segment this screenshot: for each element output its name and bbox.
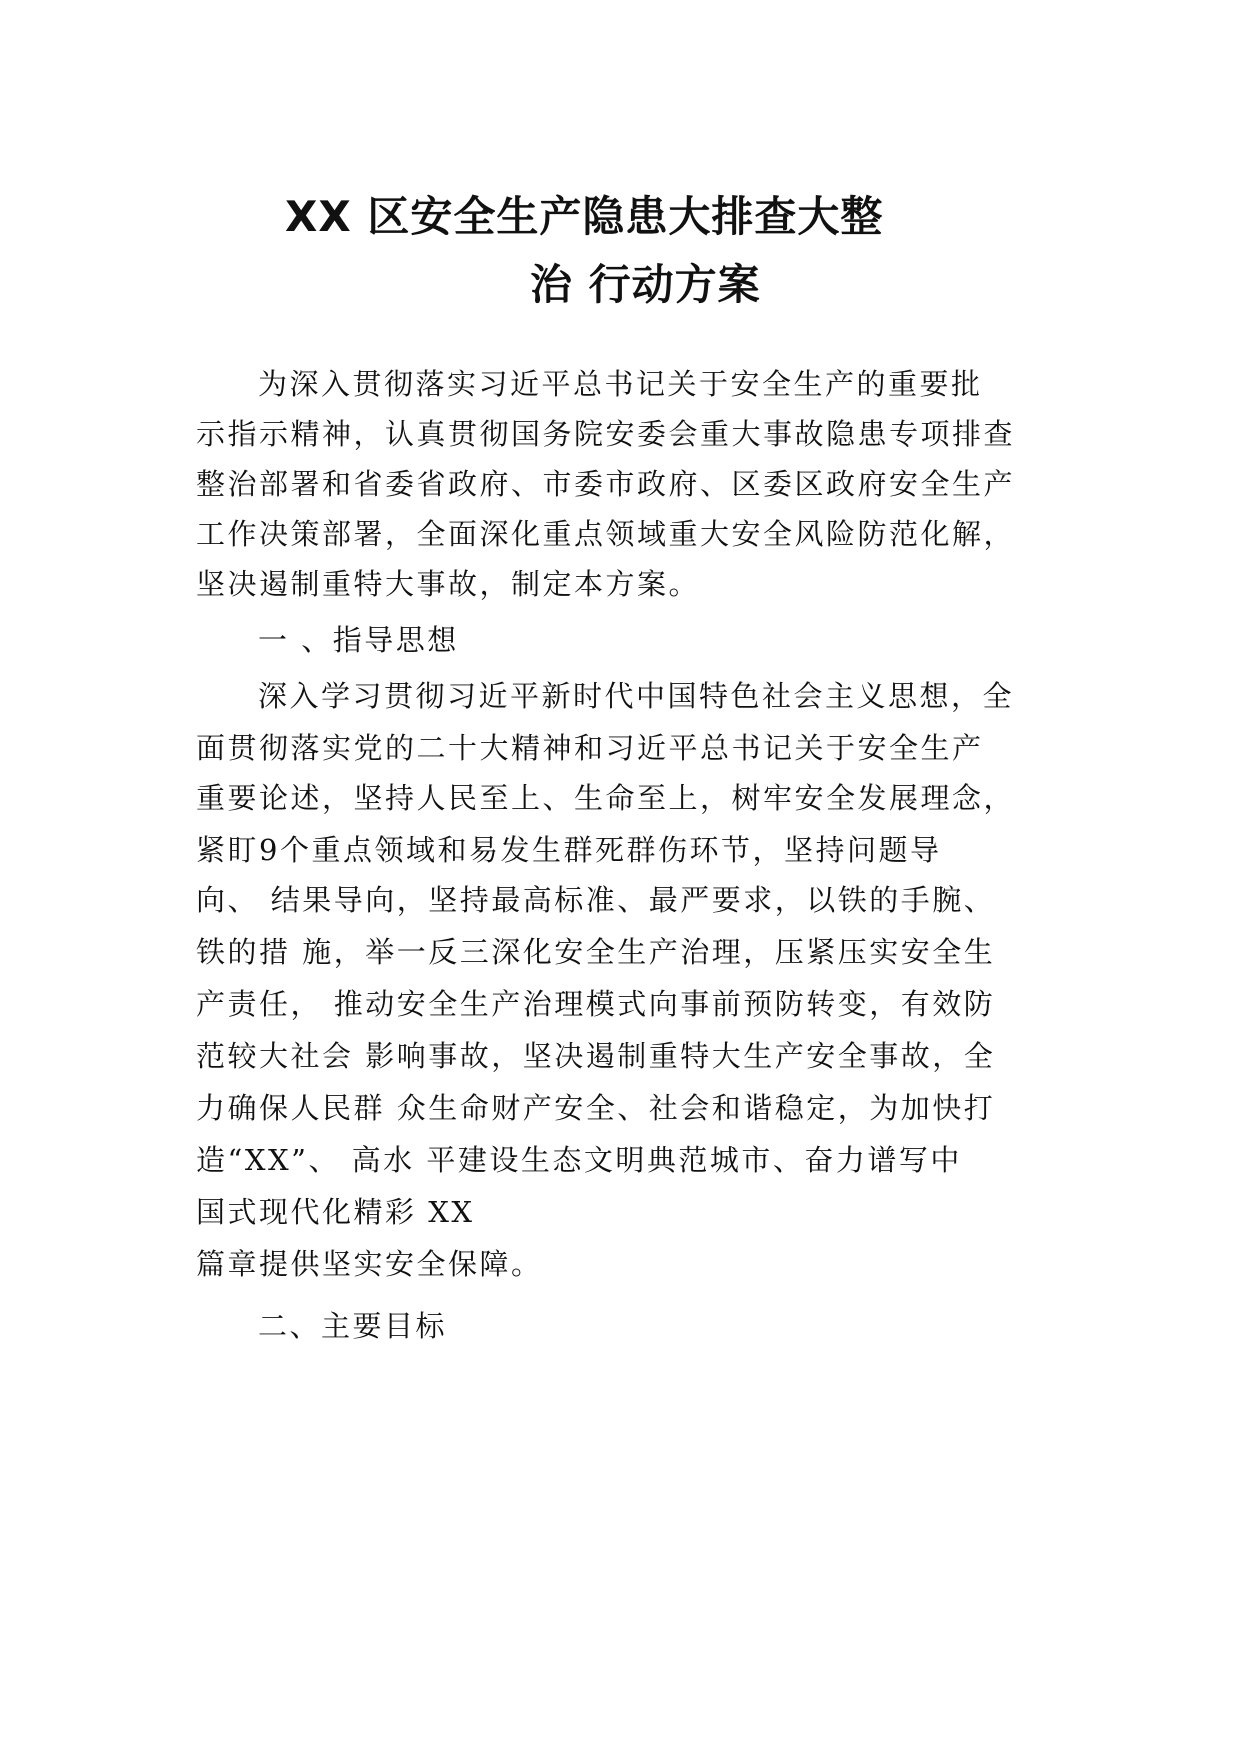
body-line-2: 示指示精神，认真贯彻国务院安委会重大事故隐患专项排查 <box>196 417 1016 451</box>
body-line-7: 面贯彻落实党的二十大精神和习近平总书记关于安全生产 <box>196 731 984 765</box>
body-line-6: 深入学习贯彻习近平新时代中国特色社会主义思想，全 <box>258 679 1015 713</box>
body-line-14: 力确保人民群 众生命财产安全、社会和谐稳定，为加快打 <box>196 1091 996 1125</box>
body-line-8: 重要论述，坚持人民至上、生命至上，树牢安全发展理念， <box>196 781 1016 815</box>
body-line-5: 坚决遏制重特大事故，制定本方案。 <box>196 567 701 601</box>
body-line-1: 为深入贯彻落实习近平总书记关于安全生产的重要批 <box>258 367 983 401</box>
body-line-12: 产责任， 推动安全生产治理模式向事前预防转变，有效防 <box>196 987 996 1021</box>
body-line-4: 工作决策部署，全面深化重点领域重大安全风险防范化解， <box>196 517 1016 551</box>
body-line-17: 篇章提供坚实安全保障。 <box>196 1247 543 1281</box>
body-line-9: 紧盯9个重点领域和易发生群死群伤环节，坚持问题导 <box>196 833 942 867</box>
section-heading-1: 一 、指导思想 <box>258 623 459 657</box>
body-line-13: 范较大社会 影响事故，坚决遏制重特大生产安全事故，全 <box>196 1039 996 1073</box>
body-line-11: 铁的措 施，举一反三深化安全生产治理，压紧压实安全生 <box>196 935 996 969</box>
document-title-line-2: 治 行动方案 <box>530 260 761 309</box>
document-title-line-1: XX 区安全生产隐患大排查大整 <box>285 192 884 241</box>
body-line-16: 国式现代化精彩 XX <box>196 1195 475 1229</box>
body-line-10: 向、 结果导向，坚持最高标准、最严要求，以铁的手腕、 <box>196 883 996 917</box>
body-line-15: 造“XX”、 高水 平建设生态文明典范城市、奋力谱写中 <box>196 1143 962 1177</box>
section-heading-2: 二、主要目标 <box>258 1309 448 1343</box>
body-line-3: 整治部署和省委省政府、市委市政府、区委区政府安全生产 <box>196 467 1016 501</box>
